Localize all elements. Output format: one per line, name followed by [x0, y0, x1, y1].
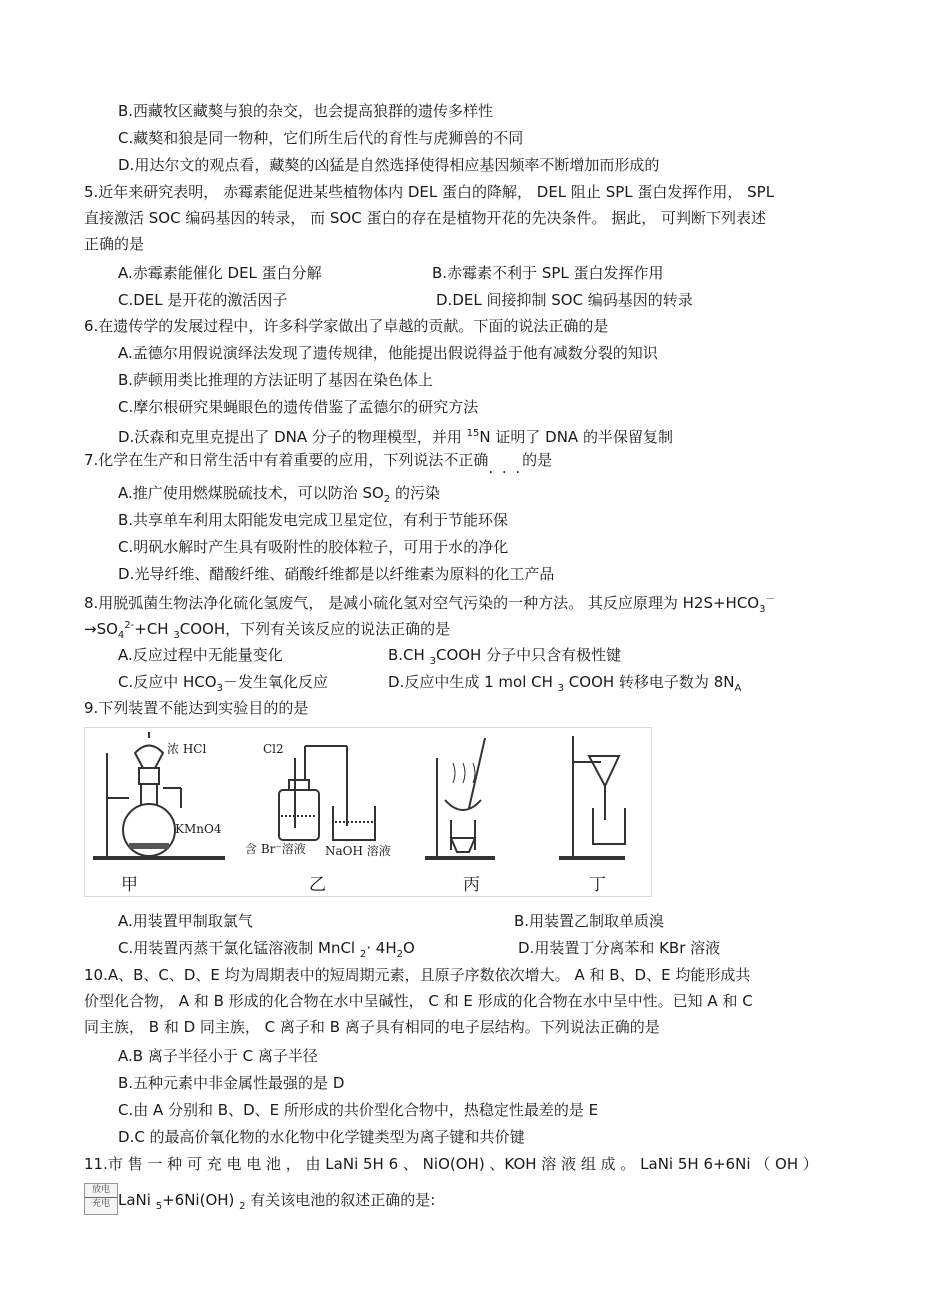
label-cl2: Cl2 [263, 742, 284, 756]
q11-stem-line2: LaNi $_5$+6Ni(OH) $_2$ 有关该电池的叙述正确的是: [118, 1191, 436, 1212]
apparatus-figure [84, 727, 652, 897]
q11-stem-line1: 11.市 售 一 种 可 充 电 电 池 ， 由 LaNi 5H 6 、 NiO(OH) 、KOH 溶 液 组 成 。 LaNi 5H 6+6Ni （ OH ） [84, 1155, 818, 1173]
q6-option-c: C.摩尔根研究果蝇眼色的遗传借鉴了孟德尔的研究方法 [118, 398, 479, 416]
q10-option-c: C.由 A 分别和 B、D、E 所形成的共价型化合物中，热稳定性最差的是 E [118, 1101, 599, 1119]
q9-option-d: D.用装置丁分离苯和 KBr 溶液 [518, 939, 721, 957]
caption-bing: 丙 [463, 875, 480, 895]
label-kmno4: KMnO4 [175, 822, 222, 836]
q10-stem-line3: 同主族， B 和 D 同主族， C 离子和 B 离子具有相同的电子层结构。下列说法正确的是 [84, 1018, 660, 1036]
q8-option-d: D.反应中生成 1 mol CH $_3$ COOH 转移电子数为 $8N_A$ [388, 673, 742, 694]
q9-option-c: C.用装置丙蒸干氯化锰溶液制 MnCl $_2\cdot 4H_2O$ [118, 939, 415, 960]
q8-option-c: C.反应中 $HCO_3-$发生氧化反应 [118, 673, 328, 694]
q7-option-b: B.共享单车利用太阳能发电完成卫星定位，有利于节能环保 [118, 511, 509, 529]
q6-option-b: B.萨顿用类比推理的方法证明了基因在染色体上 [118, 371, 434, 389]
q5-option-c: C.DEL 是开花的激活因子 [118, 291, 288, 309]
caption-jia: 甲 [121, 875, 138, 895]
q5-stem-line2: 直接激活 SOC 编码基因的转录， 而 SOC 蛋白的存在是植物开花的先决条件。 据此， 可判断下列表述 [84, 209, 766, 227]
q9-option-b: B.用装置乙制取单质溴 [514, 912, 665, 930]
q9-option-a: A.用装置甲制取氯气 [118, 912, 253, 930]
q9-stem: 9.下列装置不能达到实验目的的是 [84, 699, 309, 717]
q10-option-b: B.五种元素中非金属性最强的是 D [118, 1074, 345, 1092]
caption-ding: 丁 [589, 875, 606, 895]
q5-stem-line3: 正确的是 [84, 235, 145, 253]
q5-stem-line1: 5.近年来研究表明， 赤霉素能促进某些植物体内 DEL 蛋白的降解， DEL 阻止 SPL 蛋白发挥作用， SPL [84, 183, 775, 201]
label-naoh-solution: NaOH 溶液 [325, 844, 391, 858]
q8-stem-line2: $\to SO_4^{2-}+CH$ $_3$COOH，下列有关该反应的说法正确的是 [84, 620, 451, 641]
q8-stem-line1: 8.用脱弧菌生物法净化硫化氢废气， 是减小硫化氢对空气污染的一种方法。 其反应原理为 $H2S+HCO_3^-$ [84, 594, 776, 615]
q5-option-a: A.赤霉素能催化 DEL 蛋白分解 [118, 264, 322, 282]
q5-option-b: B.赤霉素不利于 SPL 蛋白发挥作用 [432, 264, 664, 282]
q6-option-a: A.孟德尔用假说演绎法发现了遗传规律，他能提出假说得益于他有减数分裂的知识 [118, 344, 658, 362]
q4-option-d: D.用达尔文的观点看，藏獒的凶猛是自然选择使得相应基因频率不断增加而形成的 [118, 156, 660, 174]
caption-yi: 乙 [309, 875, 326, 895]
charge-label: 充电 [85, 1197, 117, 1211]
q8-option-b: B.CH $_3$COOH 分子中只含有极性键 [388, 646, 622, 667]
q5-option-d: D.DEL 间接抑制 SOC 编码基因的转录 [436, 291, 693, 309]
reversible-arrow-icon [84, 1183, 118, 1215]
q6-stem: 6.在遗传学的发展过程中，许多科学家做出了卓越的贡献。下面的说法正确的是 [84, 317, 609, 335]
discharge-label: 放电 [91, 1185, 110, 1195]
q7-option-a: A.推广使用燃煤脱硫技术，可以防治 $SO_2$ 的污染 [118, 484, 441, 505]
q7-option-d: D.光导纤维、醋酸纤维、硝酸纤维都是以纤维素为原料的化工产品 [118, 565, 555, 583]
q6-option-d: D.沃森和克里克提出了 DNA 分子的物理模型，并用 $^{15}$N 证明了 DNA 的半保留复制 [118, 428, 673, 446]
label-br-solution: 含 Br⁻溶液 [245, 842, 306, 856]
q10-option-d: D.C 的最高价氧化物的水化物中化学键类型为离子键和共价键 [118, 1128, 525, 1146]
q4-option-c: C.藏獒和狼是同一物种，它们所生后代的育性与虎狮兽的不同 [118, 129, 524, 147]
q10-stem-line2: 价型化合物， A 和 B 形成的化合物在水中呈碱性， C 和 E 形成的化合物在水中呈中性。已知 A 和 C [84, 992, 753, 1010]
q7-stem: 7.化学在生产和日常生活中有着重要的应用，下列说法不正确. . .的是 [84, 451, 553, 477]
q10-stem-line1: 10.A、B、C、D、E 均为周期表中的短周期元素，且原子序数依次增大。 A 和 B、D、E 均能形成共 [84, 966, 751, 984]
q10-option-a: A.B 离子半径小于 C 离子半径 [118, 1047, 318, 1065]
q4-option-b: B.西藏牧区藏獒与狼的杂交，也会提高狼群的遗传多样性 [118, 102, 494, 120]
label-conc-hcl: 浓 HCl [167, 742, 207, 756]
q7-option-c: C.明矾水解时产生具有吸附性的胶体粒子，可用于水的净化 [118, 538, 509, 556]
q8-option-a: A.反应过程中无能量变化 [118, 646, 283, 664]
